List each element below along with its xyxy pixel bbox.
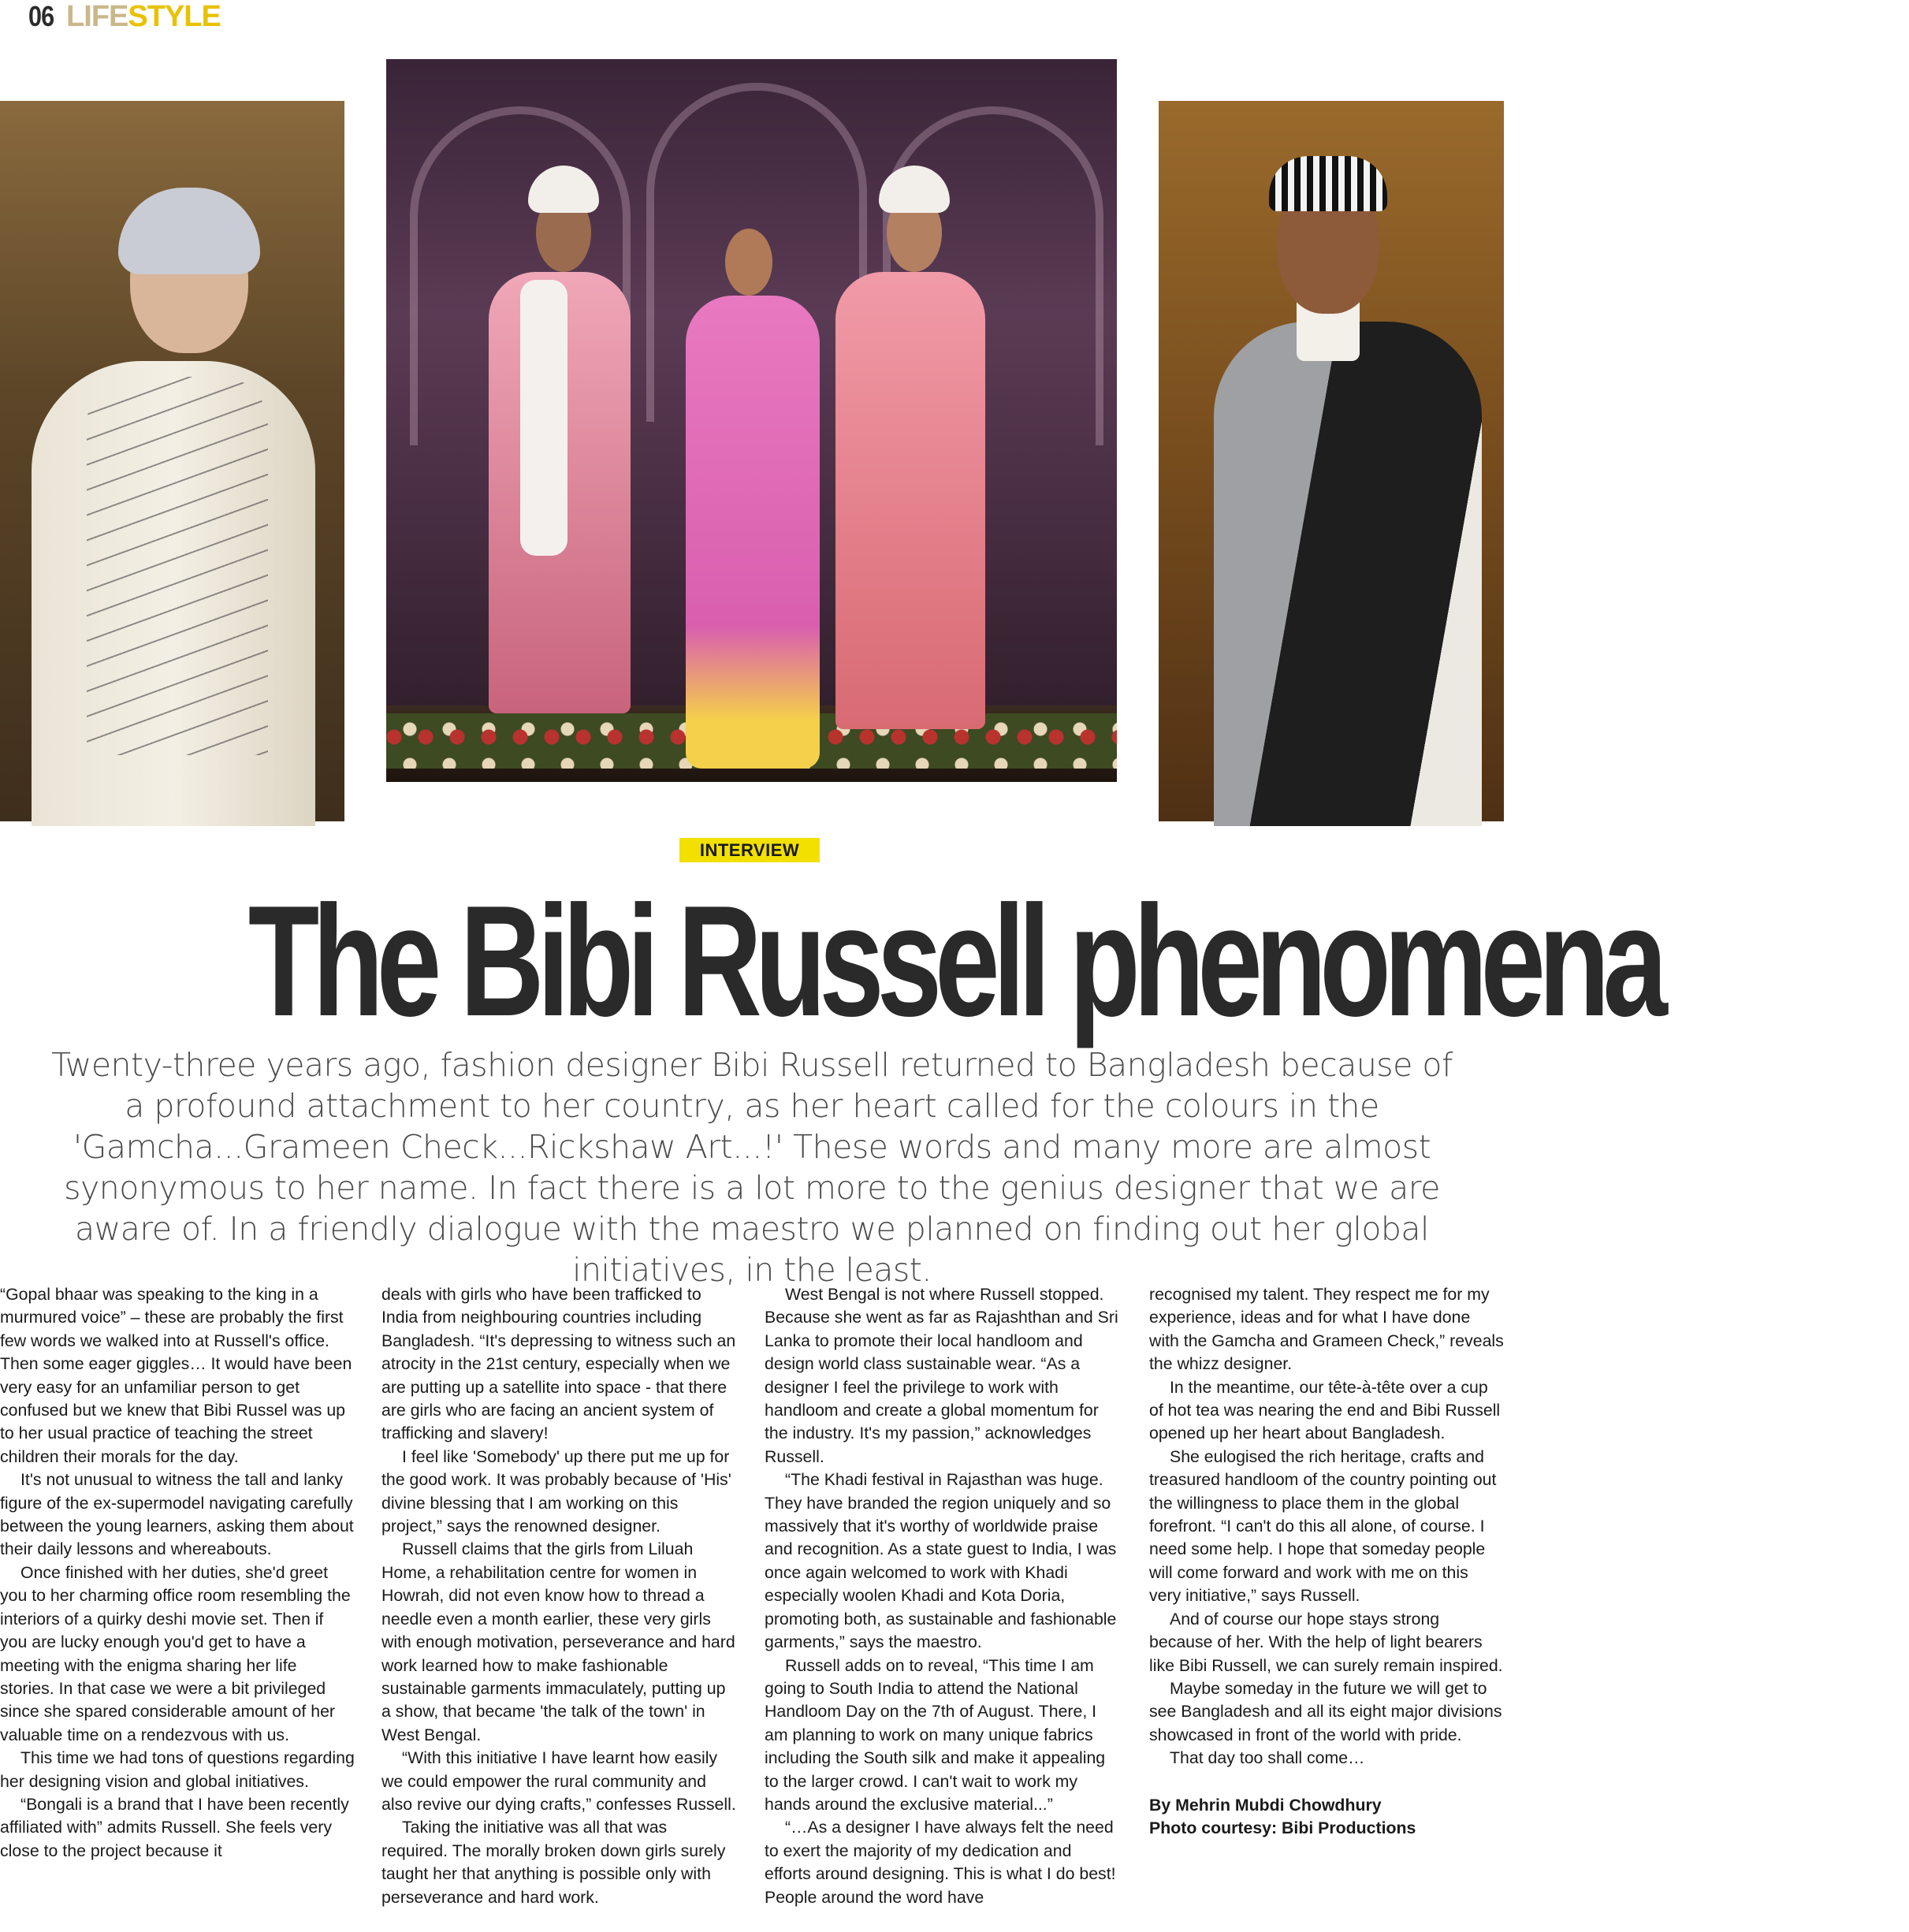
page-header — [28, 0, 221, 32]
photo-right-garment — [1214, 322, 1482, 826]
paragraph: “With this initiative I have learnt how easily we could empower the rural community and also revive our dying crafts,” confesses Russell. — [381, 1748, 736, 1814]
headline-container — [0, 873, 1661, 1049]
paragraph: She eulogised the rich heritage, crafts and treasured handloom of the country pointing out the willingness to place them in the global forefront. “I can't do this all alone, of course. I need some help. I hope that someday people will come forward and work with me on this very initiative,” says Russell. — [1149, 1446, 1497, 1606]
paragraph: Maybe someday in the future we will get to see Bangladesh and all its eight major divisions showcased in front of the world with pride. — [1149, 1678, 1502, 1744]
paragraph: recognised my talent. They respect me for my experience, ideas and for what I have done with the Gamcha and Grameen Check,” reveals the whizz designer. — [1149, 1285, 1504, 1374]
article-body — [0, 1283, 1504, 1932]
paragraph: deals with girls who have been trafficked to India from neighbouring countries including Bangladesh. “It's depressing to witness such an atrocity in the 21st century, especially when we are putting up a satellite into space - that there are girls who are facing an ancient system of trafficking and slavery! — [381, 1285, 736, 1443]
section-life: LIFE — [66, 0, 128, 33]
photo-center-runway — [386, 59, 1117, 782]
paragraph: Once finished with her duties, she'd greet you to her charming office room resembling the interiors of a quirky deshi movie set. Then if you are lucky enough you'd get to have a meeting with the enigma sharing her life stories. In that case we were a bit privileged since she spared considerable amount of her valuable time on a rendezvous with us. — [0, 1562, 351, 1744]
standfirst: Twenty-three years ago, fashion designer Bibi Russell returned to Bangladesh because of a profound attachment to her country, as her heart called for the colours in the 'Gamcha...Grameen Check...Rickshaw Art...!' These words and many more are almost synonymous to her name. In fact there is a lot more to the genius designer that we are aware of. In a friendly dialogue with the maestro we planned on finding out her global initiatives, in the least. — [51, 1046, 1453, 1289]
paragraph: West Bengal is not where Russell stopped. Because she went as far as Rajashthan and Sri Lanka to promote their local handloom and design world class sustainable wear. “As a designer I feel the privilege to work with handloom and create a global momentum for the industry. It's my passion,” acknowledges Russell. — [765, 1285, 1118, 1466]
photo-left-stripes — [87, 377, 268, 755]
photo-center-model-3 — [835, 272, 985, 729]
paragraph: “Bongali is a brand that I have been recently affiliated with” admits Russell. She feels very close to the project because it — [0, 1794, 349, 1860]
paragraph: It's not unusual to witness the tall and lanky figure of the ex-supermodel navigating carefully between the young learners, asking them about their daily lessons and whereabouts. — [0, 1470, 354, 1559]
section-name — [66, 0, 221, 34]
paragraph: And of course our hope stays strong because of her. With the help of light bearers like Bibi Russell, we can surely remain inspired. — [1149, 1609, 1503, 1675]
author-credit: By Mehrin Mubdi Chowdhury — [1149, 1795, 1382, 1815]
paragraph: “The Khadi festival in Rajasthan was huge. They have branded the region uniquely and so massively that it's worthy of worldwide praise and recognition. As a state guest to India, I was once again welcomed to work with Khadi especially woolen Khadi and Kota Doria, promoting both, as sustainable and fashionable garments,” says the maestro. — [765, 1470, 1117, 1652]
photo-right-model — [1159, 101, 1504, 821]
paragraph: I feel like 'Somebody' up there put me up for the good work. It was probably because of 'His' divine blessing that I am working on this project,” says the renowned designer. — [381, 1446, 731, 1536]
paragraph: Russell claims that the girls from Liluah Home, a rehabilitation centre for women in Howrah, did not even know how to thread a needle even a month earlier, these very girls with enough motivation, perseverance and hard work learned how to make fashionable sustainable garments immaculately, putting up a show, that became 'the talk of the town' in West Bengal. — [381, 1539, 735, 1744]
photo-center-scarf — [520, 280, 567, 556]
column-3 — [765, 1283, 1119, 1932]
page-number: 06 — [28, 0, 54, 32]
column-1 — [0, 1283, 355, 1932]
section-style: STYLE — [128, 0, 221, 33]
photo-center-head-2 — [725, 229, 772, 296]
byline — [1149, 1794, 1504, 1841]
paragraph: “…As a designer I have always felt the need to exert the majority of my dedication and efforts around designing. This is what I do best! People around the word have — [765, 1818, 1116, 1907]
paragraph: Russell adds on to reveal, “This time I am going to South India to attend the National Handloom Day on the 7th of August. There, I am planning to work on many unique fabrics including the South silk and make it appealing to the larger crowd. I can't wait to work my hands around the exclusive material...” — [765, 1655, 1106, 1814]
paragraph: In the meantime, our tête-à-tête over a cup of hot tea was nearing the end and Bibi Russell opened up her heart about Bangladesh. — [1149, 1377, 1501, 1443]
photo-right-headband — [1269, 156, 1387, 211]
paragraph: “Gopal bhaar was speaking to the king in a murmured voice” – these are probably the first few words we walked into at Russell's office. Then some eager giggles… It would have been very easy for an unfamiliar person to get confused but we knew that Bibi Russel was up to her usual practice of teaching the street children their morals for the day. — [0, 1285, 352, 1466]
paragraph: This time we had tons of questions regarding her designing vision and global initiatives. — [0, 1748, 355, 1791]
column-4 — [1149, 1283, 1504, 1932]
paragraph: That day too shall come… — [1170, 1748, 1365, 1768]
paragraph: Taking the initiative was all that was required. The morally broken down girls surely taught her that anything is possible only with perseverance and hard work. — [381, 1818, 726, 1907]
photo-center-model-2 — [686, 296, 820, 769]
photo-credit: Photo courtesy: Bibi Productions — [1149, 1818, 1416, 1837]
category-tag: INTERVIEW — [679, 838, 820, 862]
photo-left-cap — [118, 188, 260, 274]
column-2 — [381, 1283, 736, 1932]
headline: The Bibi Russell phenomena — [247, 873, 1661, 1049]
photo-left-model — [0, 101, 344, 821]
